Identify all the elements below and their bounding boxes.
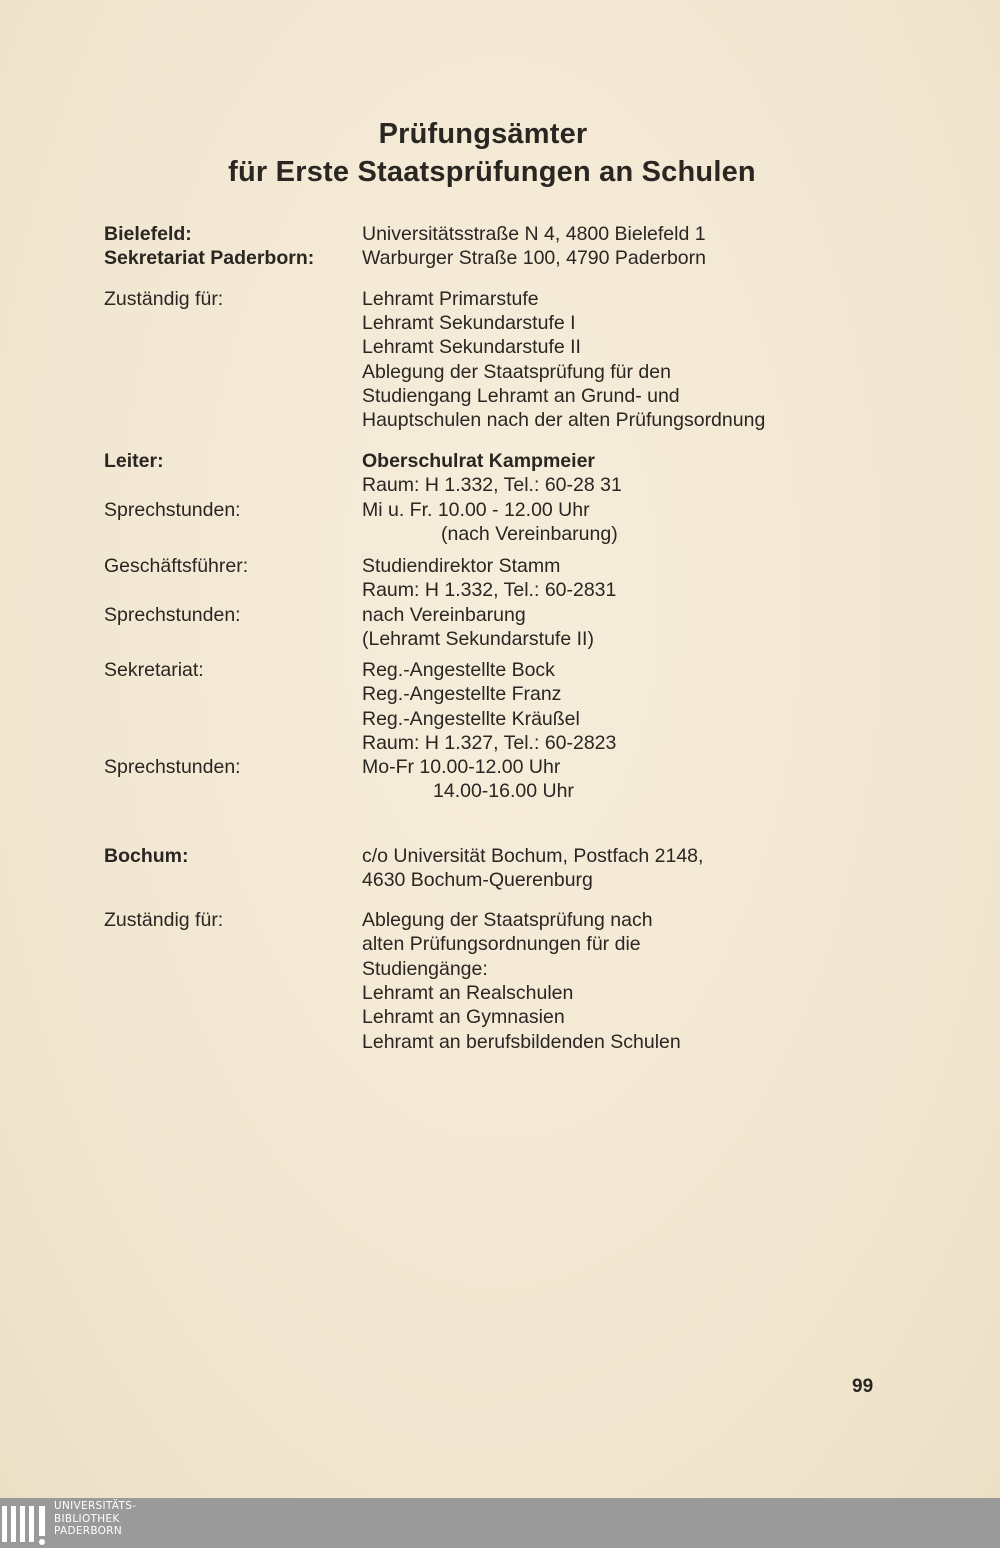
bielefeld-label: Bielefeld: [104,223,192,245]
sekretariat-line: Reg.-Angestellte Franz [362,683,562,705]
gf-sprechstunden-label: Sprechstunden: [104,604,241,626]
leiter-sprechstunden-label: Sprechstunden: [104,499,241,521]
sekretariat-label: Sekretariat: [104,659,204,681]
leiter-sprechstunden-note: (nach Vereinbarung) [441,523,618,545]
sek-sprechstunden-time: 14.00-16.00 Uhr [433,780,574,802]
bochum-label: Bochum: [104,845,189,867]
geschaeftsfuehrer-label: Geschäftsführer: [104,555,249,577]
leiter-label: Leiter: [104,450,164,472]
sek-sprechstunden-label: Sprechstunden: [104,756,241,778]
zustaendig-line: Hauptschulen nach der alten Prüfungsordnung [362,409,766,431]
bochum-zustaendig-line: Lehramt an Realschulen [362,982,574,1004]
gf-sprechstunden-time: nach Vereinbarung [362,604,526,626]
bochum-address: 4630 Bochum-Querenburg [362,869,593,891]
zustaendig-line: Lehramt Sekundarstufe II [362,336,581,358]
bochum-zustaendig-line: alten Prüfungsordnungen für die [362,933,641,955]
zustaendig-line: Ablegung der Staatsprüfung für den [362,361,671,383]
geschaeftsfuehrer-name: Studiendirektor Stamm [362,555,561,577]
zustaendig-label: Zuständig für: [104,288,224,310]
leiter-sprechstunden-time: Mi u. Fr. 10.00 - 12.00 Uhr [362,499,590,521]
bochum-zustaendig-line: Studiengänge: [362,958,488,980]
sek-sprechstunden-time: Mo-Fr 10.00-12.00 Uhr [362,756,561,778]
zustaendig-line: Lehramt Primarstufe [362,288,539,310]
library-logo-text: UNIVERSITÄTS- BIBLIOTHEK PADERBORN [54,1500,137,1537]
bochum-zustaendig-label: Zuständig für: [104,909,224,931]
zustaendig-line: Studiengang Lehramt an Grund- und [362,385,680,407]
page-number: 99 [852,1376,874,1397]
page-subtitle: für Erste Staatsprüfungen an Schulen [228,156,756,188]
geschaeftsfuehrer-raum: Raum: H 1.332, Tel.: 60-2831 [362,579,617,601]
bochum-zustaendig-line: Lehramt an berufsbildenden Schulen [362,1031,681,1053]
bochum-zustaendig-line: Ablegung der Staatsprüfung nach [362,909,653,931]
sekretariat-paderborn-label: Sekretariat Paderborn: [104,247,315,269]
leiter-name: Oberschulrat Kampmeier [362,450,596,472]
bielefeld-address: Universitätsstraße N 4, 4800 Bielefeld 1 [362,223,706,245]
gf-sprechstunden-note: (Lehramt Sekundarstufe II) [362,628,594,650]
bochum-address: c/o Universität Bochum, Postfach 2148, [362,845,704,867]
sekretariat-line: Reg.-Angestellte Kräußel [362,708,580,730]
zustaendig-line: Lehramt Sekundarstufe I [362,312,576,334]
bochum-zustaendig-line: Lehramt an Gymnasien [362,1006,565,1028]
sekretariat-paderborn-address: Warburger Straße 100, 4790 Paderborn [362,247,706,269]
page-title: Prüfungsämter [378,118,588,150]
library-footer [0,1498,1000,1548]
library-logo-icon [2,1500,48,1546]
sekretariat-line: Reg.-Angestellte Bock [362,659,555,681]
sekretariat-line: Raum: H 1.327, Tel.: 60-2823 [362,732,617,754]
leiter-raum: Raum: H 1.332, Tel.: 60-28 31 [362,474,622,496]
